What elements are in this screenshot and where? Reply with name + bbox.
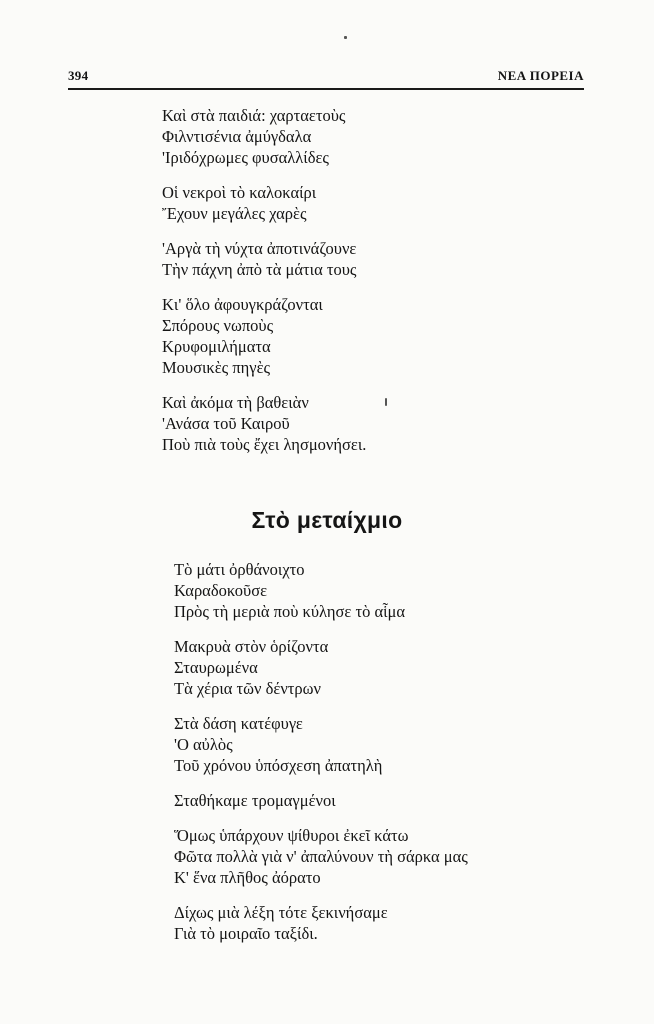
verse-line: 'Αργὰ τὴ νύχτα ἀποτινάζουνε [162, 239, 357, 258]
poem-continued [162, 105, 562, 469]
page-number: 394 [68, 68, 89, 83]
stanza [162, 182, 562, 224]
verse-line: Κρυφομιλήματα [162, 337, 271, 356]
verse-line: Καραδοκοῦσε [174, 581, 268, 600]
verse-line: Στὰ δάση κατέφυγε [174, 714, 303, 733]
stanza [174, 713, 574, 776]
verse-line: Κι' ὅλο ἀφουγκράζονται [162, 295, 323, 314]
stanza [174, 790, 574, 811]
verse-line: Ὅμως ὑπάρχουν ψίθυροι ἐκεῖ κάτω [174, 826, 409, 845]
verse-line: Ἔχουν μεγάλες χαρὲς [162, 204, 307, 223]
verse-line: Δίχως μιὰ λέξη τότε ξεκινήσαμε [174, 903, 388, 922]
verse-line: Σταυρωμένα [174, 658, 258, 677]
verse-line: Μακρυὰ στὸν ὁρίζοντα [174, 637, 329, 656]
verse-line: Φιλντισένια ἀμύγδαλα [162, 127, 312, 146]
verse-line: Κ' ἕνα πλῆθος ἀόρατο [174, 868, 321, 887]
verse-line: 'Ο αὐλὸς [174, 735, 233, 754]
verse-line: 'Ιριδόχρωμες φυσαλλίδες [162, 148, 329, 167]
poem-title: Στὸ μεταίχμιο [251, 507, 403, 533]
scan-speck [385, 398, 387, 406]
stanza [174, 636, 574, 699]
verse-line: Τὸ μάτι ὀρθάνοιχτο [174, 560, 305, 579]
verse-line: Ποὺ πιὰ τοὺς ἔχει λησμονήσει. [162, 435, 367, 454]
verse-line: Πρὸς τὴ μεριὰ ποὺ κύλησε τὸ αἷμα [174, 602, 406, 621]
page-header [68, 64, 584, 90]
stanza [162, 392, 562, 455]
stanza [174, 825, 574, 888]
scan-speck [344, 36, 347, 39]
verse-line: Φῶτα πολλὰ γιὰ ν' ἀπαλύνουν τὴ σάρκα μας [174, 847, 468, 866]
verse-line: Καὶ στὰ παιδιά: χαρταετοὺς [162, 106, 346, 125]
stanza [162, 238, 562, 280]
header-rule [68, 88, 584, 90]
verse-line: Τοῦ χρόνου ὑπόσχεση ἀπατηλὴ [174, 756, 383, 775]
verse-line: Σπόρους νωποὺς [162, 316, 274, 335]
poem [174, 559, 574, 958]
running-title: ΝΕΑ ΠΟΡΕΙΑ [497, 68, 584, 83]
verse-line: Τὰ χέρια τῶν δέντρων [174, 679, 321, 698]
stanza [162, 105, 562, 168]
verse-line: Τὴν πάχνη ἀπὸ τὰ μάτια τους [162, 260, 357, 279]
verse-line: Μουσικὲς πηγὲς [162, 358, 271, 377]
verse-line: Γιὰ τὸ μοιραῖο ταξίδι. [174, 924, 318, 943]
stanza [162, 294, 562, 378]
verse-line: Σταθήκαμε τρομαγμένοι [174, 791, 336, 810]
stanza [174, 559, 574, 622]
verse-line: Οἱ νεκροὶ τὸ καλοκαίρι [162, 183, 317, 202]
stanza [174, 902, 574, 944]
verse-line: 'Ανάσα τοῦ Καιροῦ [162, 414, 290, 433]
verse-line: Καὶ ἀκόμα τὴ βαθειὰν [162, 393, 309, 412]
